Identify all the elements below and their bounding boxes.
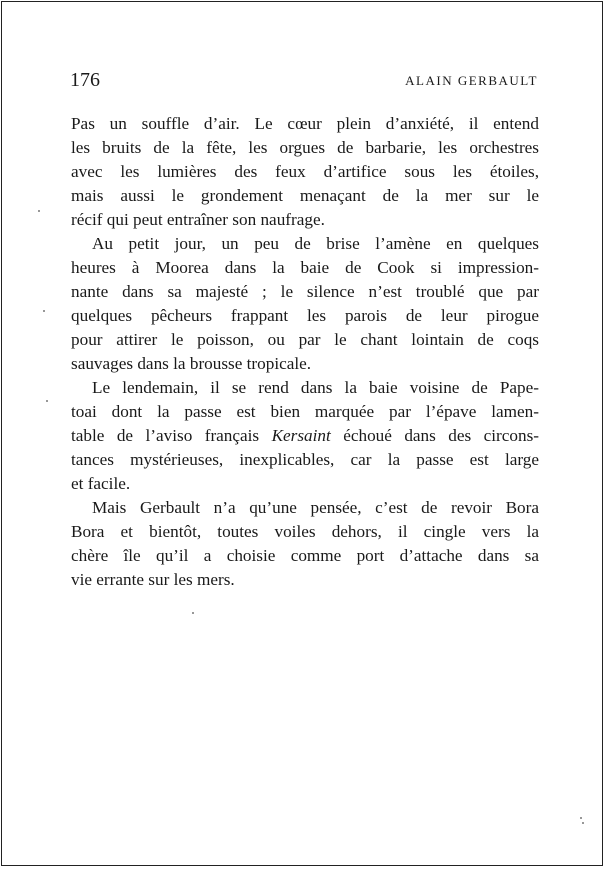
text-line: les bruits de la fête, les orgues de barbarie, les orchestres (71, 138, 539, 157)
text-fragment: table de l’aviso français (71, 426, 272, 445)
scan-speck (192, 612, 194, 614)
scan-speck (38, 210, 40, 212)
text-line: Bora et bientôt, toutes voiles dehors, il cingle vers la (71, 522, 539, 541)
text-line: Mais Gerbault n’a qu’une pensée, c’est de revoir Bora (92, 498, 539, 517)
text-line: avec les lumières des feux d’artifice sous les étoiles, (71, 162, 539, 181)
scan-speck (43, 310, 45, 312)
body-text (71, 112, 539, 592)
paragraph-4 (71, 496, 539, 592)
paragraph-1 (71, 112, 539, 232)
text-line: sauvages dans la brousse tropicale. (71, 354, 312, 373)
paragraph-2 (71, 232, 539, 376)
scan-speck (46, 400, 48, 402)
text-line: heures à Moorea dans la baie de Cook si impression- (71, 258, 539, 277)
text-line: Pas un souffle d’air. Le cœur plein d’anxiété, il entend (71, 114, 539, 133)
text-line: et facile. (71, 474, 131, 493)
text-line: Le lendemain, il se rend dans la baie voisine de Pape- (92, 378, 539, 397)
text-line: pour attirer le poisson, ou par le chant lointain de coqs (71, 330, 539, 349)
ship-name: Kersaint (271, 426, 331, 445)
text-line: toai dont la passe est bien marquée par l’épave lamen- (71, 402, 539, 421)
scan-speck (582, 822, 584, 824)
text-line: récif qui peut entraîner son naufrage. (71, 210, 325, 229)
page-header (70, 68, 538, 92)
text-line: tances mystérieuses, inexplicables, car la passe est large (71, 450, 539, 469)
scan-speck (580, 817, 582, 819)
text-line: chère île qu’il a choisie comme port d’attache dans sa (71, 546, 539, 565)
text-line: Au petit jour, un peu de brise l’amène en quelques (92, 234, 539, 253)
text-fragment: échoué dans des circons- (330, 426, 539, 445)
text-line: mais aussi le grondement menaçant de la mer sur le (71, 186, 539, 205)
text-line: vie errante sur les mers. (71, 570, 235, 589)
page-number: 176 (70, 69, 100, 91)
running-head: ALAIN GERBAULT (405, 73, 538, 88)
paragraph-3 (71, 376, 539, 496)
text-line (71, 424, 539, 448)
text-line: nante dans sa majesté ; le silence n’est troublé que par (71, 282, 539, 301)
text-line: quelques pêcheurs frappant les parois de leur pirogue (71, 306, 539, 325)
